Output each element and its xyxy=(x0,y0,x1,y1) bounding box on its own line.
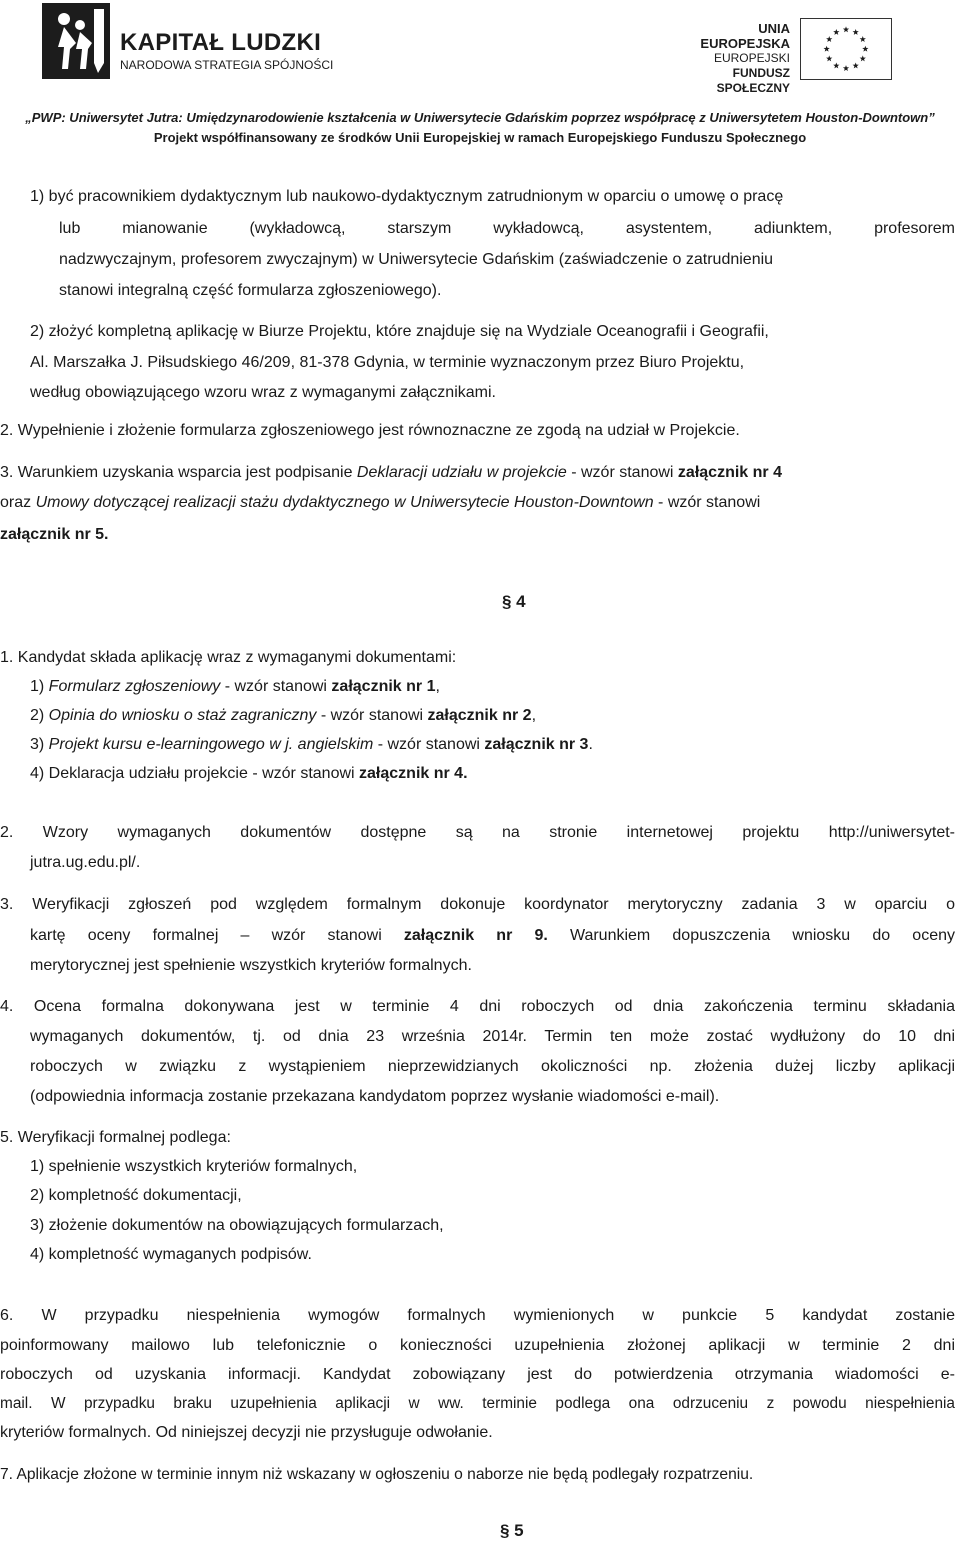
s4-4-line3: roboczych w związku z wystąpieniem nieprzewidzianych okoliczności np. złożenia dużej liczby aplikacji xyxy=(30,1058,955,1075)
s4-1-3-end: . xyxy=(588,736,593,753)
s4-6-line1: 6. W przypadku niespełnienia wymogów formalnych wymienionych w punkcie 5 kandydat zostanie xyxy=(0,1307,955,1324)
logo-left-subtitle: NARODOWA STRATEGIA SPÓJNOŚCI xyxy=(120,58,334,72)
item3-l2-italic: Umowy dotyczącej realizacji stażu dydaktycznego w Uniwersytecie Houston-Downtown xyxy=(35,494,654,511)
s4-7: 7. Aplikacje złożone w terminie innym niż wskazany w ogłoszeniu o naborze nie będą podlegały rozpatrzeniu. xyxy=(0,1466,754,1483)
s4-1-1-end: , xyxy=(435,678,440,695)
section-4-heading: § 4 xyxy=(502,592,526,611)
s4-1-3-bold: załącznik nr 3 xyxy=(484,736,589,753)
eu-logo-text xyxy=(672,21,790,96)
kapital-ludzki-emblem-icon xyxy=(42,3,110,79)
s4-6-line5: kryteriów formalnych. Od niniejszej decyzji nie przysługuje odwołanie. xyxy=(0,1424,493,1441)
s4-3-line3: merytorycznej jest spełnienie wszystkich kryteriów formalnych. xyxy=(30,957,472,974)
s4-1-3-num: 3) xyxy=(30,736,49,753)
s4-3-l2-text: kartę oceny formalnej – wzór stanowi xyxy=(30,927,404,944)
item3-line3: załącznik nr 5. xyxy=(0,526,109,543)
s4-3-l2-bold: załącznik nr 9. xyxy=(403,927,548,944)
s4-6-line2: poinformowany mailowo lub telefonicznie o konieczności uzupełnienia złożonej aplikacji w terminie 2 dni xyxy=(0,1337,955,1354)
s4-5-2: 2) kompletność dokumentacji, xyxy=(30,1187,242,1204)
s4-1-2 xyxy=(30,705,536,727)
p2-line1: 2) złożyć kompletną aplikację w Biurze Projektu, które znajduje się na Wydziale Oceanografii i Geografii, xyxy=(30,323,769,340)
s4-1-2-italic: Opinia do wniosku o staż zagraniczny xyxy=(48,707,317,724)
s4-1-2-end: , xyxy=(531,707,537,724)
item3-line1 xyxy=(0,462,782,484)
s4-5: 5. Weryfikacji formalnej podlega: xyxy=(0,1129,231,1146)
s4-6-line3: roboczych od uzyskania informacji. Kandydat zobowiązany jest do potwierdzenia otrzymania wiadomości e- xyxy=(0,1366,955,1383)
s4-4-line1: 4. Ocena formalna dokonywana jest w terminie 4 dni roboczych od dnia zakończenia terminu składania xyxy=(0,998,955,1015)
item2: 2. Wypełnienie i złożenie formularza zgłoszeniowego jest równoznaczne ze zgodą na udział w Projekcie. xyxy=(0,422,740,439)
s4-4-line4: (odpowiednia informacja zostanie przekazana kandydatom poprzez wysłanie wiadomości e-mail). xyxy=(30,1088,720,1105)
s4-1-2-num: 2) xyxy=(30,707,49,724)
eu-logo-line3: FUNDUSZ SPOŁECZNY xyxy=(716,66,790,95)
p1-line1: 1) być pracownikiem dydaktycznym lub naukowo-dydaktycznym zatrudnionym w oparciu o umowę o pracę xyxy=(30,188,784,205)
s4-2-line1: 2. Wzory wymaganych dokumentów dostępne są na stronie internetowej projektu http://uniwersytet- xyxy=(0,824,955,841)
s4-6-line4: mail. W przypadku braku uzupełnienia aplikacji w ww. terminie podlega ona odrzuceniu z powodu niespełnienia xyxy=(0,1395,955,1412)
p1-line4: stanowi integralną część formularza zgłoszeniowego). xyxy=(59,282,442,299)
s4-1-1-bold: załącznik nr 1 xyxy=(331,678,436,695)
p2-line3: według obowiązującego wzoru wraz z wymaganymi załącznikami. xyxy=(30,384,496,401)
s4-1-1 xyxy=(30,676,440,698)
s4-2-line2: jutra.ug.edu.pl/. xyxy=(30,854,141,871)
s4-1-4-text: 4) Deklaracja udziału projekcie - wzór stanowi xyxy=(30,765,360,782)
p1-line3: nadzwyczajnym, profesorem zwyczajnym) w Uniwersytecie Gdańskim (zaświadczenie o zatrudnieniu xyxy=(59,251,774,268)
page-header xyxy=(0,0,960,150)
item3-bold: załącznik nr 4 xyxy=(677,464,782,481)
item3-l2-text2: - wzór stanowi xyxy=(653,494,761,511)
s4-5-3: 3) złożenie dokumentów na obowiązujących formularzach, xyxy=(30,1217,444,1234)
item3-italic: Deklaracji udziału w projekcie xyxy=(356,464,567,481)
eu-fund-logo xyxy=(672,18,934,95)
item3-text: 3. Warunkiem uzyskania wsparcia jest podpisanie xyxy=(0,464,357,481)
s4-1-2-bold: załącznik nr 2 xyxy=(427,707,532,724)
item3-text2: - wzór stanowi xyxy=(566,464,678,481)
s4-1: 1. Kandydat składa aplikację wraz z wymaganymi dokumentami: xyxy=(0,649,457,666)
s4-1-4-bold: załącznik nr 4. xyxy=(359,765,468,782)
project-title-line: „PWP: Uniwersytet Jutra: Umiędzynarodowienie kształcenia w Uniwersytecie Gdańskim poprzez współpracę z Uniwersytetem Houston-Downtown” xyxy=(25,110,935,125)
item3-line2 xyxy=(0,492,760,514)
s4-5-1: 1) spełnienie wszystkich kryteriów formalnych, xyxy=(30,1158,358,1175)
item3-l2-text: oraz xyxy=(0,494,36,511)
s4-1-1-text: - wzór stanowi xyxy=(220,678,332,695)
p2-line2: Al. Marszałka J. Piłsudskiego 46/209, 81-378 Gdynia, w terminie wyznaczonym przez Biuro Projektu, xyxy=(30,354,745,371)
s4-5-4: 4) kompletność wymaganych podpisów. xyxy=(30,1246,312,1263)
s4-1-3-italic: Projekt kursu e-learningowego w j. angielskim xyxy=(48,736,374,753)
eu-flag-icon xyxy=(800,18,892,80)
s4-1-4 xyxy=(30,763,468,785)
s4-1-1-italic: Formularz zgłoszeniowy xyxy=(48,678,221,695)
kapital-ludzki-logo xyxy=(42,3,342,81)
s4-1-3-text: - wzór stanowi xyxy=(373,736,485,753)
s4-1-2-text: - wzór stanowi xyxy=(316,707,428,724)
s4-4-line2: wymaganych dokumentów, tj. od dnia 23 września 2014r. Termin ten może zostać wydłużony do 10 dni xyxy=(30,1028,955,1045)
s4-3-line1: 3. Weryfikacji zgłoszeń pod względem formalnym dokonuje koordynator merytoryczny zadania 3 w oparciu o xyxy=(0,896,955,913)
logo-left-title: KAPITAŁ LUDZKI xyxy=(120,29,322,56)
section-5-heading: § 5 xyxy=(500,1521,524,1540)
p1-line2: lub mianowanie (wykładowcą, starszym wykładowcą, asystentem, adiunktem, profesorem xyxy=(59,220,955,237)
s4-1-3 xyxy=(30,734,593,756)
eu-logo-line1: UNIA EUROPEJSKA xyxy=(700,21,790,51)
s4-1-1-num: 1) xyxy=(30,678,49,695)
s4-3-l2-text2: Warunkiem dopuszczenia wniosku do oceny xyxy=(547,927,955,944)
eu-logo-line2: EUROPEJSKI xyxy=(713,51,790,65)
cofinance-line: Projekt współfinansowany ze środków Unii Europejskiej w ramach Europejskiego Funduszu Społecznego xyxy=(153,130,807,145)
s4-3-line2 xyxy=(30,925,955,947)
